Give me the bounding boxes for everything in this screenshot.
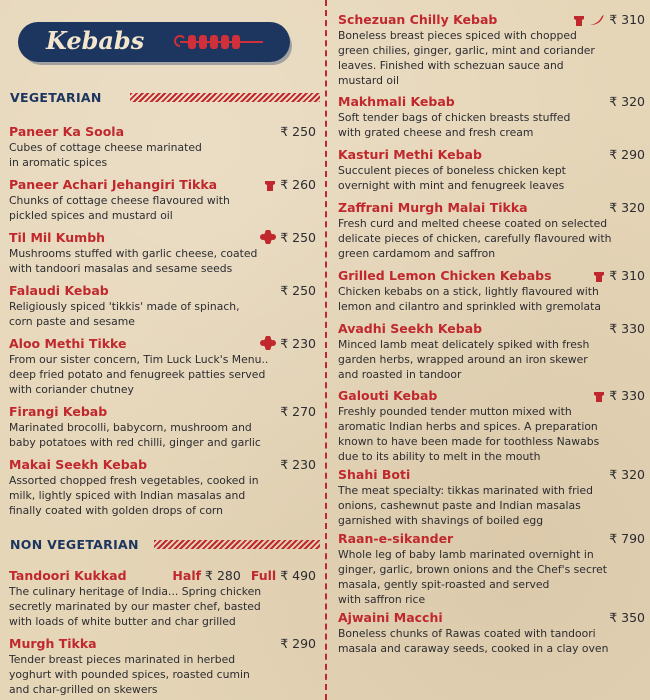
description-line: green cardamom and saffron <box>338 247 496 260</box>
menu-item <box>9 636 316 697</box>
item-description <box>9 584 316 629</box>
item-price-group <box>280 283 316 299</box>
column-divider <box>325 0 327 700</box>
menu-item <box>338 388 645 464</box>
item-price: ₹ 250 <box>280 124 316 139</box>
item-name: Shahi Boti <box>338 467 411 482</box>
section-header-non-vegetarian: NON VEGETARIAN <box>10 537 139 552</box>
description-line: masala, gently spit-roasted and served <box>338 578 550 591</box>
item-price: ₹ 320 <box>609 94 645 109</box>
description-line: The meat specialty: tikkas marinated with fried <box>338 484 594 497</box>
description-line: Minced lamb meat delicately spiked with fresh <box>338 338 590 351</box>
item-price-group <box>573 12 645 30</box>
description-line: yoghurt with pounded spices, roasted cumin <box>9 668 250 681</box>
item-price-group <box>260 230 316 248</box>
description-line: with coriander chutney <box>9 383 134 396</box>
item-name: Avadhi Seekh Kebab <box>338 321 483 336</box>
item-price: ₹ 230 <box>280 336 316 351</box>
item-price-group <box>260 336 316 354</box>
menu-item <box>338 610 645 656</box>
item-description <box>9 246 316 276</box>
full-label: Full <box>250 568 277 583</box>
item-description <box>338 163 645 193</box>
menu-item <box>338 467 645 528</box>
description-line: with grated cheese and fresh cream <box>338 126 534 139</box>
chef-hat-icon <box>264 179 276 195</box>
item-price: ₹ 270 <box>280 404 316 419</box>
description-line: Boneless chunks of Rawas coated with tandoori <box>338 627 596 640</box>
description-line: pickled spices and mustard oil <box>9 209 173 222</box>
chef-hat-icon <box>573 14 585 30</box>
item-description <box>9 299 316 329</box>
item-price-group <box>609 321 645 337</box>
description-line: with saffron rice <box>338 593 426 606</box>
description-line: Religiously spiced 'tikkis' made of spinach, <box>9 300 240 313</box>
description-line: Tender breast pieces marinated in herbed <box>9 653 236 666</box>
description-line: garden herbs, wrapped around an iron skewer <box>338 353 588 366</box>
section-header-vegetarian: VEGETARIAN <box>10 90 102 105</box>
description-line: Fresh curd and melted cheese coated on selected <box>338 217 608 230</box>
description-line: Freshly pounded tender mutton mixed with <box>338 405 572 418</box>
menu-item <box>338 200 645 261</box>
item-price-group <box>609 531 645 547</box>
item-description <box>9 473 316 518</box>
item-price-group <box>280 404 316 420</box>
item-price: ₹ 330 <box>609 388 645 403</box>
item-name: Galouti Kebab <box>338 388 438 403</box>
description-line: secretly marinated by our master chef, basted <box>9 600 261 613</box>
item-name: Ajwaini Macchi <box>338 610 443 625</box>
item-price: ₹ 320 <box>609 467 645 482</box>
menu-item <box>338 531 645 607</box>
item-price-group <box>609 94 645 110</box>
description-line: Cubes of cottage cheese marinated <box>9 141 202 154</box>
item-description <box>338 110 645 140</box>
item-description <box>338 404 645 464</box>
item-price: ₹ 260 <box>280 177 316 192</box>
item-name: Schezuan Chilly Kebab <box>338 12 498 27</box>
description-line: Chicken kebabs on a stick, lightly flavoured with <box>338 285 599 298</box>
item-name: Paneer Ka Soola <box>9 124 125 139</box>
chilli-icon <box>589 14 605 30</box>
description-line: with loads of white butter and char grilled <box>9 615 236 628</box>
item-price-group <box>609 467 645 483</box>
description-line: known to have been made for toothless Nawabs <box>338 435 600 448</box>
menu-item <box>9 568 316 629</box>
item-price-group <box>609 610 645 626</box>
item-name: Murgh Tikka <box>9 636 97 651</box>
item-name: Zaffrani Murgh Malai Tikka <box>338 200 528 215</box>
item-price-group <box>609 147 645 163</box>
menu-item <box>9 283 316 329</box>
item-price <box>162 568 316 584</box>
description-line: onions, cashewnut paste and Indian masalas <box>338 499 581 512</box>
description-line: leaves. Finished with schezuan sauce and <box>338 59 564 72</box>
description-line: milk, lightly spiced with Indian masalas and <box>9 489 246 502</box>
description-line: baby potatoes with red chilli, ginger and garlic <box>9 436 261 449</box>
item-price: ₹ 290 <box>609 147 645 162</box>
item-description <box>9 352 316 397</box>
item-price: ₹ 330 <box>609 321 645 336</box>
item-name: Firangi Kebab <box>9 404 108 419</box>
description-line: Assorted chopped fresh vegetables, cooked in <box>9 474 259 487</box>
item-description <box>338 483 645 528</box>
description-line: Chunks of cottage cheese flavoured with <box>9 194 230 207</box>
item-description <box>338 216 645 261</box>
description-line: green chilies, ginger, garlic, mint and coriander <box>338 44 595 57</box>
page-title: Kebabs <box>46 26 145 55</box>
item-price-group <box>609 200 645 216</box>
description-line: Succulent pieces of boneless chicken kept <box>338 164 566 177</box>
skewer-icon <box>168 32 268 52</box>
section-hatch-decoration <box>154 540 320 549</box>
menu-item <box>338 147 645 193</box>
item-price: ₹ 320 <box>609 200 645 215</box>
item-price-group <box>280 457 316 473</box>
item-description <box>9 420 316 450</box>
description-line: and roasted in tandoor <box>338 368 462 381</box>
item-price: ₹ 790 <box>609 531 645 546</box>
signature-seal-icon <box>260 336 276 354</box>
description-line: Whole leg of baby lamb marinated overnight in <box>338 548 594 561</box>
section-hatch-decoration <box>130 93 320 102</box>
description-line: Soft tender bags of chicken breasts stuffed <box>338 111 571 124</box>
item-price-group <box>593 388 645 406</box>
item-name: Makai Seekh Kebab <box>9 457 148 472</box>
item-name: Tandoori Kukkad <box>9 568 127 583</box>
item-name: Makhmali Kebab <box>338 94 455 109</box>
item-description <box>338 626 645 656</box>
item-price-group <box>280 636 316 652</box>
full-price: ₹ 490 <box>280 568 316 583</box>
description-line: delicate pieces of chicken, carefully flavoured with <box>338 232 612 245</box>
item-name: Til Mil Kumbh <box>9 230 106 245</box>
menu-item <box>338 12 645 88</box>
description-line: Mushrooms stuffed with garlic cheese, coated <box>9 247 258 260</box>
menu-item <box>338 94 645 140</box>
description-line: ginger, garlic, brown onions and the Chef's secret <box>338 563 607 576</box>
description-line: The culinary heritage of India... Spring chicken <box>9 585 262 598</box>
item-name: Aloo Methi Tikke <box>9 336 127 351</box>
signature-seal-icon <box>260 230 276 248</box>
section-title-banner <box>18 22 290 62</box>
menu-item <box>338 268 645 314</box>
menu-item <box>9 404 316 450</box>
description-line: and char-grilled on skewers <box>9 683 158 696</box>
description-line: masala and caraway seeds, cooked in a clay oven <box>338 642 609 655</box>
item-description <box>338 547 645 607</box>
description-line: due to its ability to melt in the mouth <box>338 450 541 463</box>
item-description <box>338 284 645 314</box>
menu-item <box>9 177 316 223</box>
item-description <box>9 193 316 223</box>
item-price: ₹ 310 <box>609 12 645 27</box>
item-price: ₹ 250 <box>280 230 316 245</box>
description-line: in aromatic spices <box>9 156 108 169</box>
description-line: lemon and cilantro and sprinkled with gremolata <box>338 300 601 313</box>
item-price-group <box>593 268 645 286</box>
description-line: finally coated with golden drops of corn <box>9 504 224 517</box>
item-price: ₹ 290 <box>280 636 316 651</box>
item-price: ₹ 230 <box>280 457 316 472</box>
chef-hat-icon <box>593 270 605 286</box>
description-line: From our sister concern, Tim Luck Luck's Menu.. <box>9 353 269 366</box>
item-price: ₹ 250 <box>280 283 316 298</box>
description-line: Marinated brocolli, babycorn, mushroom and <box>9 421 252 434</box>
chef-hat-icon <box>593 390 605 406</box>
menu-item <box>338 321 645 382</box>
description-line: overnight with mint and fenugreek leaves <box>338 179 565 192</box>
item-name: Kasturi Methi Kebab <box>338 147 482 162</box>
menu-item <box>9 457 316 518</box>
menu-item <box>9 124 316 170</box>
menu-item <box>9 230 316 276</box>
item-name: Grilled Lemon Chicken Kebabs <box>338 268 552 283</box>
menu-item <box>9 336 316 397</box>
description-line: aromatic Indian herbs and spices. A preparation <box>338 420 598 433</box>
item-name: Paneer Achari Jehangiri Tikka <box>9 177 218 192</box>
description-line: mustard oil <box>338 74 399 87</box>
description-line: Boneless breast pieces spiced with chopped <box>338 29 577 42</box>
item-price: ₹ 350 <box>609 610 645 625</box>
description-line: deep fried potato and fenugreek patties served <box>9 368 266 381</box>
half-price: ₹ 280 <box>205 568 241 583</box>
item-description <box>9 140 316 170</box>
description-line: with tandoori masalas and sesame seeds <box>9 262 233 275</box>
item-description <box>338 28 645 88</box>
item-price-group <box>280 124 316 140</box>
description-line: corn paste and sesame <box>9 315 135 328</box>
item-name: Falaudi Kebab <box>9 283 109 298</box>
description-line: garnished with shavings of boiled egg <box>338 514 544 527</box>
half-label: Half <box>172 568 202 583</box>
item-name: Raan-e-sikander <box>338 531 454 546</box>
item-price-group <box>264 177 316 195</box>
item-description <box>9 652 316 697</box>
item-description <box>338 337 645 382</box>
item-price: ₹ 310 <box>609 268 645 283</box>
